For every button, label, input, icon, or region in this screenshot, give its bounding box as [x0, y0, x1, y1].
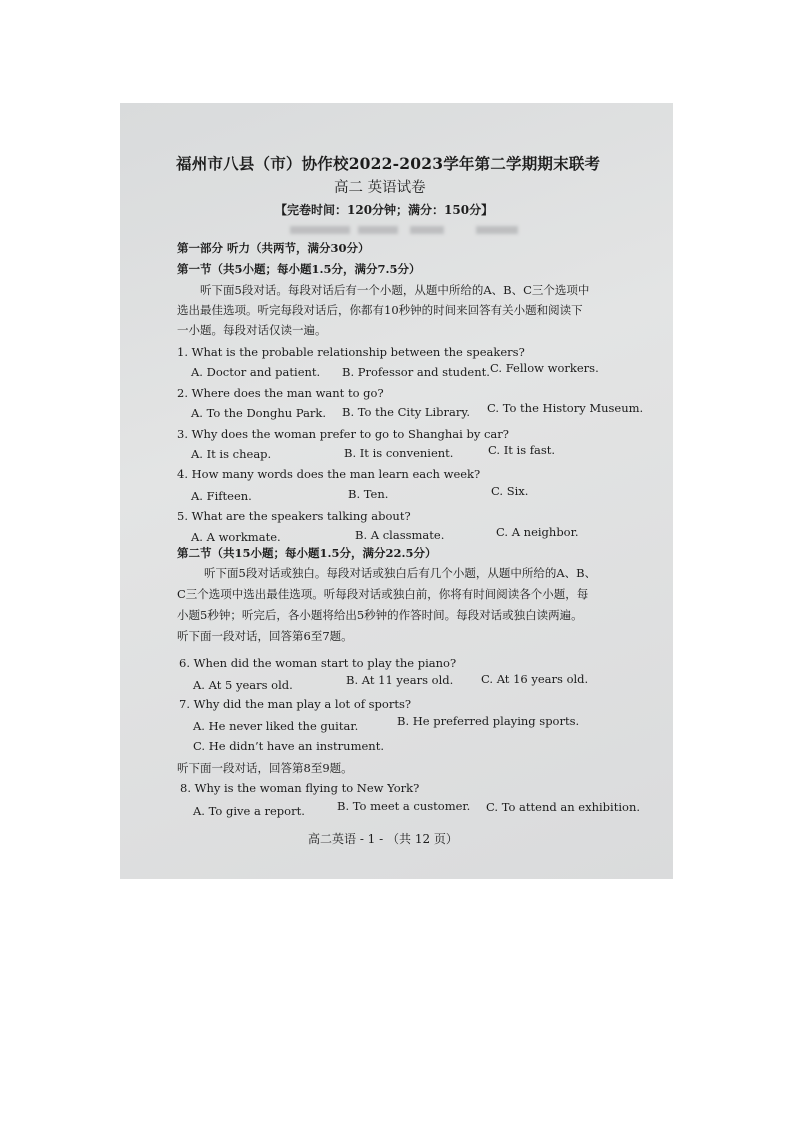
exam-title: 福州市八县（市）协作校2022-2023学年第二学期期末联考	[176, 154, 601, 173]
option-c: C. Fellow workers.	[490, 361, 599, 375]
option-c: C. At 16 years old.	[481, 672, 589, 686]
exam-subtitle: 高二 英语试卷	[334, 180, 426, 196]
section1-heading: 第一节（共5小题；每小题1.5分，满分7.5分）	[177, 262, 421, 276]
section2-instruction: 小题5秒钟；听完后，各小题将给出5秒钟的作答时间。每段对话或独白读两遍。	[177, 608, 583, 622]
option-b: B. He preferred playing sports.	[397, 714, 580, 728]
option-a: A. To the Donghu Park.	[191, 406, 327, 420]
section1-instruction: 听下面5段对话。每段对话后有一个小题，从题中所给的A、B、C三个选项中	[200, 283, 590, 297]
option-c: C. A neighbor.	[496, 525, 579, 539]
page-footer: 高二英语 - 1 - （共 12 页）	[308, 832, 458, 846]
question-text: 7. Why did the man play a lot of sports?	[179, 697, 412, 711]
section2-instruction: 听下面5段对话或独白。每段对话或独白后有几个小题，从题中所给的A、B、	[204, 566, 597, 580]
option-a: A. At 5 years old.	[193, 678, 293, 692]
option-c: C. To attend an exhibition.	[486, 800, 641, 814]
option-a: A. Fifteen.	[191, 489, 252, 503]
option-a: A. A workmate.	[191, 530, 281, 544]
question-text: 2. Where does the man want to go?	[177, 386, 384, 400]
option-c: C. Six.	[491, 484, 529, 498]
section2-note: 听下面一段对话，回答第8至9题。	[177, 761, 353, 775]
section2-instruction: C三个选项中选出最佳选项。听每段对话或独白前，你将有时间阅读各个小题，每	[177, 587, 589, 601]
section2-instruction: 听下面一段对话，回答第6至7题。	[177, 629, 353, 643]
option-c: C. It is fast.	[488, 443, 556, 457]
question-text: 1. What is the probable relationship between the speakers?	[177, 345, 525, 359]
option-b: B. To meet a customer.	[337, 799, 471, 813]
option-b: B. Professor and student.	[342, 365, 490, 379]
blurred-field	[476, 226, 518, 234]
question-text: 4. How many words does the man learn each week?	[177, 467, 481, 481]
section1-instruction: 一小题。每段对话仅读一遍。	[177, 323, 327, 337]
exam-page	[120, 103, 673, 879]
option-b: B. Ten.	[348, 487, 389, 501]
blurred-field	[358, 226, 398, 234]
option-c: C. To the History Museum.	[487, 401, 644, 415]
option-a: A. Doctor and patient.	[191, 365, 321, 379]
exam-info: 【完卷时间：120分钟；满分：150分】	[275, 203, 494, 217]
blurred-field	[290, 226, 350, 234]
question-text: 6. When did the woman start to play the piano?	[179, 656, 457, 670]
question-text: 3. Why does the woman prefer to go to Shanghai by car?	[177, 427, 509, 441]
option-a: A. To give a report.	[193, 804, 305, 818]
option-b: B. A classmate.	[355, 528, 445, 542]
section1-instruction: 选出最佳选项。听完每段对话后，你都有10秒钟的时间来回答有关小题和阅读下	[177, 303, 583, 317]
option-b: B. It is convenient.	[344, 446, 454, 460]
part1-heading: 第一部分 听力（共两节，满分30分）	[177, 241, 370, 255]
option-c: C. He didn’t have an instrument.	[193, 739, 384, 753]
option-b: B. To the City Library.	[342, 405, 471, 419]
question-text: 8. Why is the woman flying to New York?	[180, 781, 420, 795]
section2-heading: 第二节（共15小题；每小题1.5分，满分22.5分）	[177, 546, 437, 560]
question-text: 5. What are the speakers talking about?	[177, 509, 411, 523]
option-a: A. He never liked the guitar.	[193, 719, 359, 733]
option-b: B. At 11 years old.	[346, 673, 454, 687]
blurred-field	[410, 226, 444, 234]
option-a: A. It is cheap.	[191, 447, 272, 461]
